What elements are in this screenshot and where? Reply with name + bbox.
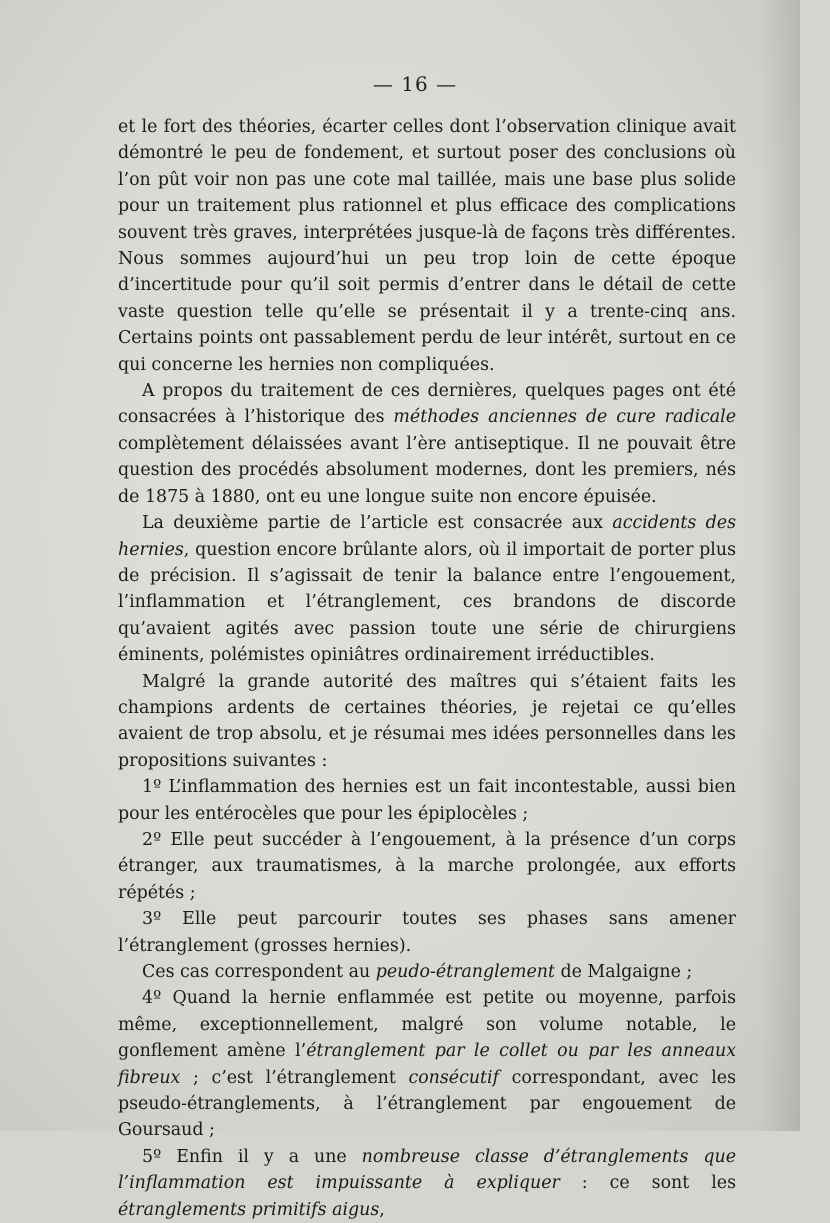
paragraph-10-text-a: 5º Enfin il y a une [142, 1146, 362, 1167]
paragraph-10-italic-2: étranglements primitifs aigus [118, 1199, 380, 1220]
paragraph-8-text-b: de Malgaigne ; [554, 962, 693, 982]
paragraph-9-text-b: ; c’est l’étranglement [180, 1067, 409, 1088]
paragraph-10-text-b: : ce sont les [559, 1173, 736, 1194]
paragraph-1: et le fort des théories, écarter celles dont l’observation clinique avait démontré le peu de fondement, et surtout poser des conclusions où l’on pût voir non pas une cote mal taillée, mais une base plus solide pour un traitement plus rationnel et plus efficace des complications souvent très graves, interprétées jusque-là de façons très différentes. Nous sommes aujourd’hui un peu trop loin de cette époque d’incertitude pour qu’il soit permis d’entrer dans le détail de cette vaste question telle qu’elle se présentait il y a trente-cinq ans. Certains points ont passablement perdu de leur intérêt, surtout en ce qui concerne les hernies non compliquées. [118, 117, 736, 375]
page-edge-shadow [760, 0, 800, 1131]
paragraph-9-italic-1: étranglement par le collet ou par les anneaux fibreux [118, 1041, 736, 1088]
paragraph-3-italic: accidents des hernies [118, 513, 736, 560]
paragraph-3-text-a: La deuxième partie de l’article est consacrée aux [142, 513, 613, 534]
body-text [118, 114, 736, 1223]
paragraph-8-italic: peudo-étranglement [375, 962, 555, 982]
paragraph-3-text-b: , question encore brûlante alors, où il importait de porter plus de précision. Il s’agissait de tenir la balance entre l’engouement, l’inflammation et l’étranglement, ces brandons de discorde qu’avaient agités avec passion toute une série de chirurgiens éminents, polémistes opiniâtres ordinairement irréductibles. [118, 539, 736, 666]
paragraph-9-text-c: correspondant, avec les pseudo-étranglements, à l’étranglement par engouement de Goursaud ; [118, 1067, 736, 1141]
paragraph-10-italic-1: nombreuse classe d’étranglements que l’inflammation est impuissante à expliquer [118, 1146, 736, 1194]
paragraph-9-text-a: 4º Quand la hernie enflammée est petite ou moyenne, parfois même, exceptionnellement, malgré son volume notable, le gonflement amène l’ [118, 988, 736, 1062]
paragraph-8-text-a: Ces cas correspondent au [142, 962, 376, 982]
paragraph-10-text-c: , [379, 1199, 385, 1220]
paragraph-2-text-b: complètement délaissées avant l’ère antiseptique. Il ne pouvait être question des procédés absolument modernes, dont les premiers, nés de 1875 à 1880, ont eu une longue suite non encore épuisée. [118, 433, 736, 507]
page-number: — 16 — [372, 72, 458, 96]
paragraph-3 [118, 510, 736, 668]
paragraph-6: 2º Elle peut succéder à l’engouement, à la présence d’un corps étranger, aux traumatismes, à la marche prolongée, aux efforts répétés ; [118, 829, 736, 903]
paragraph-5: 1º L’inflammation des hernies est un fait incontestable, aussi bien pour les entérocèles que pour les épiplocèles ; [118, 777, 736, 824]
paragraph-10 [118, 1144, 736, 1223]
paragraph-2-text-a: A propos du traitement de ces dernières, quelques pages ont été consacrées à l’historique des [118, 381, 736, 428]
paragraph-4: Malgré la grande autorité des maîtres qui s’étaient faits les champions ardents de certaines théories, je rejetai ce qu’elles avaient de trop absolu, et je résumai mes idées personnelles dans les propositions suivantes : [118, 671, 736, 771]
paragraph-2-italic: méthodes anciennes de cure radicale [393, 407, 736, 428]
paragraph-2 [118, 378, 736, 510]
paragraph-9 [118, 985, 736, 1143]
paragraph-9-italic-2: consécutif [408, 1067, 500, 1088]
paragraph-7: 3º Elle peut parcourir toutes ses phases sans amener l’étranglement (grosses hernies). [118, 909, 736, 956]
paragraph-8 [118, 959, 736, 985]
